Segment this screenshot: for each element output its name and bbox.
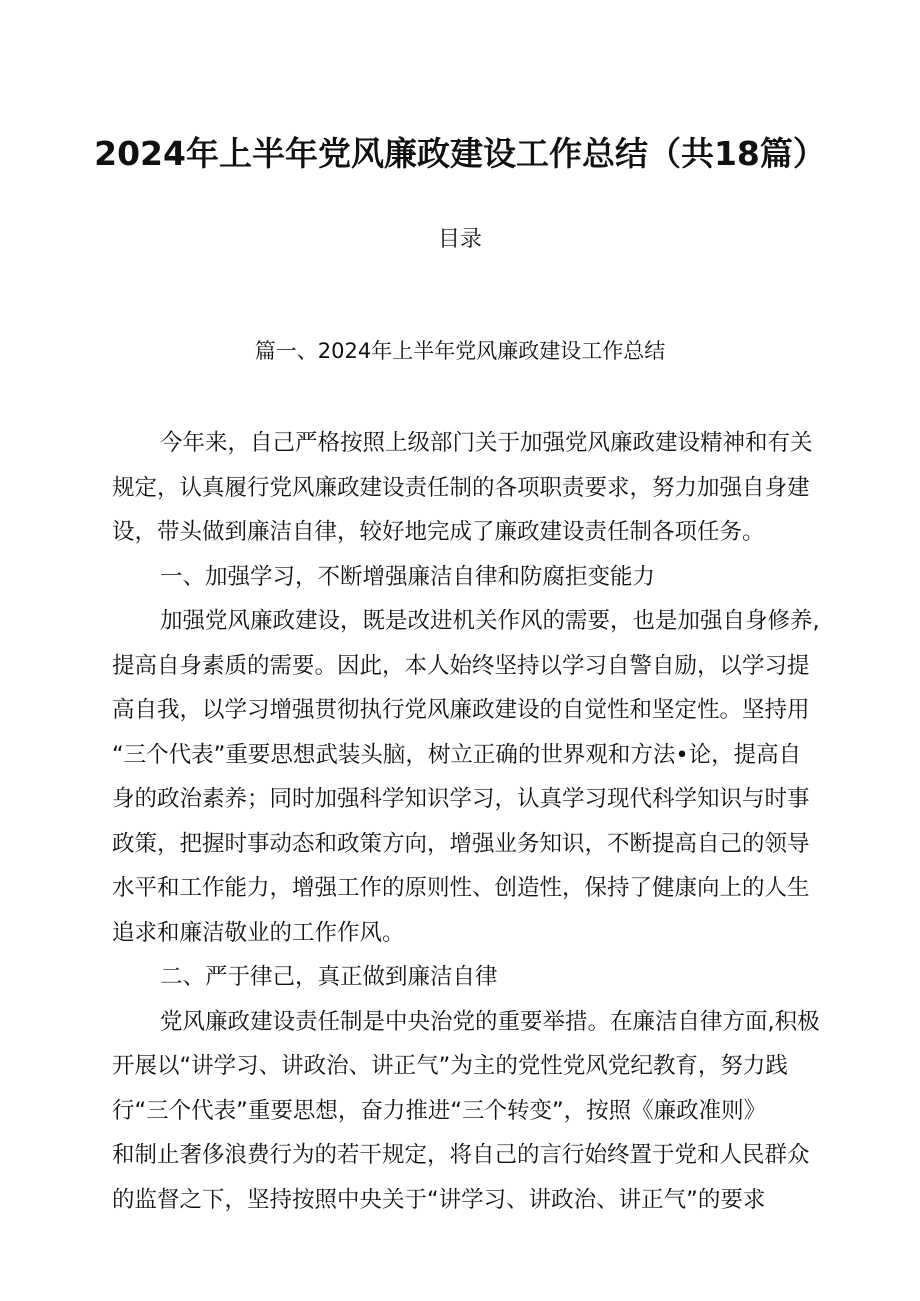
paragraph-line: 和制止奢侈浪费行为的若干规定，将自己的言行始终置于党和人民群众 [112,1142,810,1168]
paragraph-line: 水平和工作能力，增强工作的原则性、创造性，保持了健康向上的人生 [112,875,810,901]
paragraph-line: 高自我，以学习增强贯彻执行党风廉政建设的自觉性和坚定性。坚持用 [112,697,810,723]
paragraph-line: 提高自身素质的需要。因此，本人始终坚持以学习自警自励，以学习提 [112,652,810,679]
paragraph-line: 党风廉政建设责任制是中央治党的重要举措。在廉洁自律方面,积极 [160,1008,820,1035]
document-title: 2024年上半年党风廉政建设工作总结（共18篇） [94,134,826,173]
toc-heading: 目录 [437,227,482,252]
paragraph-line: “三个代表”重要思想武装头脑，树立正确的世界观和方法•论，提高自 [112,741,802,768]
paragraph-line: 的监督之下，坚持按照中央关于“讲学习、讲政治、讲正气”的要求 [112,1186,766,1213]
paragraph-line: 设，带头做到廉洁自律，较好地完成了廉政建设责任制各项任务。 [112,519,765,545]
paragraph-line: 规定，认真履行党风廉政建设责任制的各项职责要求，努力加强自身建 [112,474,810,501]
paragraph-line: 身的政治素养；同时加强科学知识学习，认真学习现代科学知识与时事 [112,786,810,812]
document-body [112,421,834,1222]
section-heading: 一、加强学习，不断增强廉洁自律和防腐拒变能力 [160,563,656,590]
paragraph-line: 政策，把握时事动态和政策方向，增强业务知识，不断提高自己的领导 [112,830,810,857]
paragraph-line: 今年来，自己严格按照上级部门关于加强党风廉政建设精神和有关 [160,430,813,456]
section-heading: 二、严于律己，真正做到廉洁自律 [160,964,498,990]
paragraph-line: 加强党风廉政建设，既是改进机关作风的需要，也是加强自身修养, [160,608,820,634]
paragraph-line: 行“三个代表”重要思想，奋力推进“三个转变”，按照《廉政准则》 [112,1097,767,1124]
paragraph-line: 追求和廉洁敬业的工作作风。 [112,919,405,946]
paragraph-line: 开展以“讲学习、讲政治、讲正气”为主的党性党风党纪教育，努力践 [112,1053,788,1079]
chapter-title: 篇一、2024年上半年党风廉政建设工作总结 [254,339,666,363]
